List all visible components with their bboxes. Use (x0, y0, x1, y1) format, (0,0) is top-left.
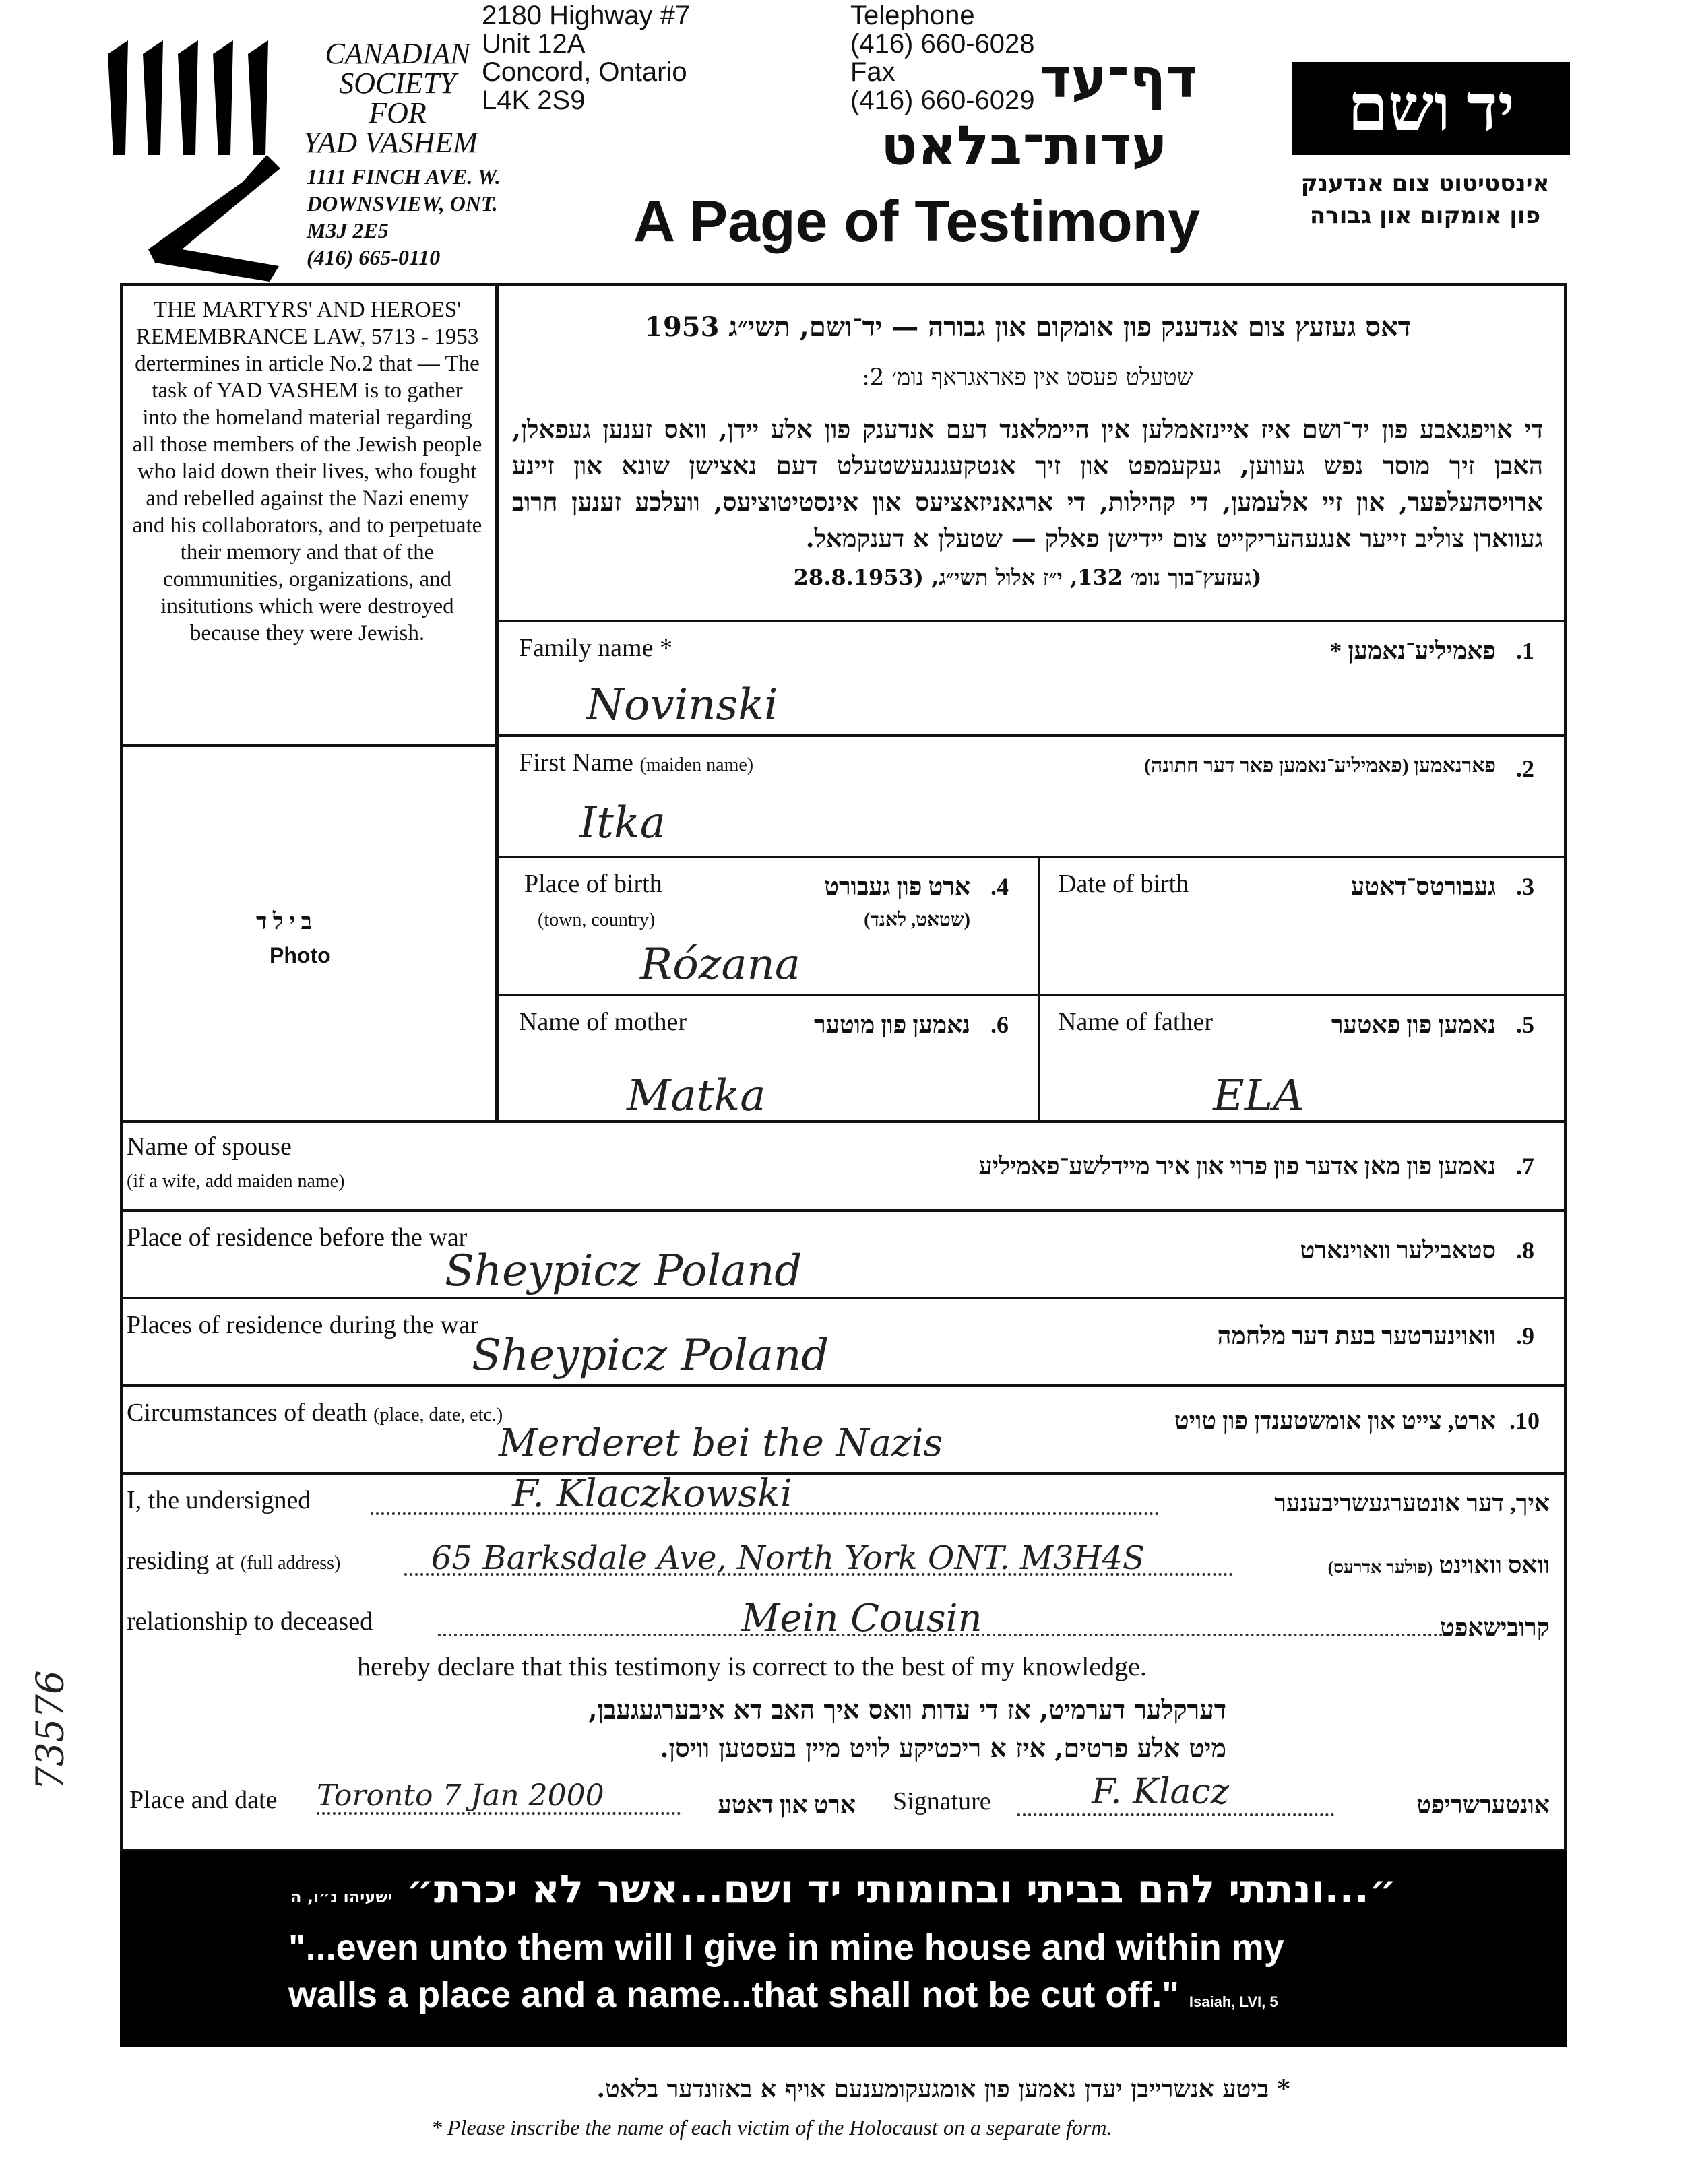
banner-quote-hebrew-text: ״...ונתתי להם בביתי ובחומותי יד ושם...אשר לא יכרת״ (406, 1866, 1397, 1912)
declaration-text-hebrew: מיט אלע פרטים, איז א ריכטיקע לויט מיין בעסטען וויסן. (660, 1733, 1226, 1763)
institute-name-line: פון אומקום און גבורה (1309, 202, 1541, 229)
field-number: .8 (1516, 1237, 1534, 1264)
mailing-address (307, 163, 501, 271)
first-name-label-text: First Name (519, 748, 633, 777)
family-name-label-hebrew: פאמיליע־נאמען * (1329, 637, 1496, 664)
margin-record-number: 73576 (28, 1670, 73, 1791)
residence-during-label: Places of residence during the war (127, 1311, 479, 1339)
field-number: .1 (1516, 637, 1534, 664)
residence-during-value[interactable]: Sheypicz Poland (472, 1330, 829, 1380)
fax-label: Fax (850, 57, 895, 87)
residence-before-label-hebrew: סטאבילער וואוינארט (1300, 1237, 1496, 1264)
residence-before-value[interactable]: Sheypicz Poland (445, 1246, 802, 1296)
banner-reference-hebrew: ישעיהו נ״ו, ה (290, 1888, 393, 1906)
address-line: M3J 2E5 (307, 218, 389, 243)
residing-label-text: residing at (127, 1547, 234, 1575)
column-divider (1038, 857, 1040, 1122)
divider (120, 1472, 1567, 1475)
field-number: .10 (1509, 1407, 1540, 1434)
divider (495, 620, 1567, 622)
divider (120, 1209, 1567, 1212)
mother-name-label: Name of mother (519, 1008, 687, 1036)
signature-label-hebrew: אונטערשריפט (1416, 1791, 1550, 1818)
divider (495, 734, 1567, 737)
residence-before-label: Place of residence before the war (127, 1223, 468, 1252)
relationship-label: relationship to deceased (127, 1607, 373, 1636)
banner-quote-hebrew (120, 1866, 1567, 1912)
signature-line (1017, 1813, 1334, 1816)
office-address (482, 1, 690, 115)
residing-value[interactable]: 65 Barksdale Ave, North York ONT. M3H4S (431, 1539, 1145, 1577)
father-name-label: Name of father (1058, 1008, 1213, 1036)
footer-note-hebrew: * ביטע אנשרייבן יעדן נאמען פון אומגעקומענעם אויף א באזונדער בלאט. (596, 2075, 1290, 2103)
society-line: CANADIAN (325, 37, 470, 70)
mother-name-value[interactable]: Matka (627, 1071, 766, 1121)
mother-name-label-hebrew: נאמען פון מוטער (813, 1011, 970, 1038)
address-line: 1111 FINCH AVE. W. (307, 164, 501, 189)
place-date-value[interactable]: Toronto 7 Jan 2000 (317, 1778, 604, 1813)
phone-label: Telephone (850, 1, 975, 30)
family-name-label: Family name * (519, 634, 672, 662)
place-of-birth-label: Place of birth (524, 870, 662, 898)
page-title: A Page of Testimony (633, 189, 1201, 254)
field-number: .7 (1516, 1153, 1534, 1180)
field-number: .6 (990, 1011, 1009, 1038)
phone-number: (416) 660-6028 (850, 29, 1035, 59)
title-yiddish: עדות־בלאט (881, 115, 1168, 177)
law-reference-hebrew: (געזעץ־בוך נומ׳ 132, י״ז אלול תשי״ג, (28.8.1953 (793, 565, 1262, 590)
banner-quote-line (288, 1974, 1278, 2016)
field-number: .2 (1516, 755, 1534, 782)
first-name-value[interactable]: Itka (579, 798, 666, 848)
divider (120, 744, 497, 747)
banner-quote-line-text: walls a place and a name...that shall not be cut off." (288, 1974, 1179, 2015)
signature-value[interactable]: F. Klacz (1092, 1772, 1230, 1812)
maiden-name-note: (maiden name) (639, 754, 754, 775)
place-of-birth-value[interactable]: Rózana (640, 940, 800, 990)
fax-number: (416) 660-6029 (850, 86, 1035, 115)
date-of-birth-label-hebrew: געבורטס־דאטע (1350, 873, 1496, 900)
residing-label-hebrew (1240, 1551, 1550, 1579)
spouse-name-label-hebrew: נאמען פון מאן אדער פון פרוי און איר מיידלשע־פאמיליע (978, 1153, 1496, 1180)
place-of-birth-label-hebrew: ארט פון געבורט (824, 873, 970, 900)
divider (495, 856, 1567, 858)
yad-vashem-logo: יד ושם (1292, 62, 1570, 155)
death-circumstances-label-text: Circumstances of death (127, 1399, 367, 1427)
menorah-logo-icon (101, 27, 283, 283)
undersigned-label: I, the undersigned (127, 1486, 311, 1514)
undersigned-label-hebrew: איך, דער אונטערגעשריבענער (1274, 1489, 1550, 1516)
residing-note: (full address) (240, 1553, 341, 1574)
law-body-hebrew: די אויפגאבע פון יד־ושם איז איינזאמלען אין היימלאנד דעם אנדענק פון אלע יידן, וואס זענען געפאלן, האבן זיך מוסר נפש געווען, געקעמפט און זיך אנטקעגנגעשטעלט דעם נאצישן שונא און זיינע ארויסהעלפער, און זיי אלעמען, די קהילות, די ארגאניזאציעס און אינסטיטוציעס, וועלכע זענען חרוב געווארן צוליב זייער אנגעהעריקייט צום יידישן פאלק — שטעלן א דענקמאל. (512, 414, 1543, 553)
field-number: .4 (990, 873, 1009, 900)
address-line: (416) 665-0110 (307, 245, 441, 269)
relationship-label-hebrew: קרובישאפט (1440, 1614, 1550, 1641)
father-name-value[interactable]: ELA (1213, 1071, 1304, 1121)
society-line: FOR (369, 96, 427, 129)
place-of-birth-note: (town, country) (538, 909, 656, 930)
banner-quote-line: "...even unto them will I give in mine house and within my (288, 1927, 1284, 1968)
place-date-label: Place and date (129, 1786, 278, 1814)
address-line: Unit 12A (482, 29, 586, 59)
death-circumstances-label (127, 1398, 503, 1427)
law-subtitle-hebrew: שטעלט פעסט אין פאראגראף נומ׳ 2: (862, 364, 1193, 391)
death-circumstances-label-hebrew: ארט, צייט און אומשטענדן פון טויט (1174, 1407, 1496, 1434)
society-line: YAD VASHEM (303, 126, 478, 159)
field-number: .9 (1516, 1322, 1534, 1349)
declaration-text: hereby declare that this testimony is correct to the best of my knowledge. (357, 1651, 1147, 1681)
field-number: .3 (1516, 873, 1534, 900)
law-title-hebrew: דאס געזעץ צום אנדענק פון אומקום און גבורה — יד־ושם, תשי״ג 1953 (644, 311, 1411, 343)
family-name-value[interactable]: Novinski (586, 680, 778, 730)
divider (120, 1297, 1567, 1299)
title-hebrew: דף־עד (1039, 47, 1198, 110)
spouse-name-label: Name of spouse (127, 1132, 292, 1161)
residence-during-label-hebrew: וואוינערטער בעת דער מלחמה (1217, 1322, 1496, 1349)
photo-label: Photo (270, 943, 331, 967)
field-number: .5 (1516, 1011, 1534, 1038)
residing-label (127, 1546, 340, 1576)
society-line: SOCIETY (339, 67, 456, 100)
death-circumstances-value[interactable]: Merderet bei the Nazis (499, 1421, 943, 1465)
relationship-value[interactable]: Mein Cousin (741, 1597, 982, 1640)
society-name (303, 39, 492, 158)
address-line: L4K 2S9 (482, 86, 586, 115)
residing-label-hebrew-text: וואס וואוינט (1439, 1551, 1550, 1578)
undersigned-value[interactable]: F. Klaczkowski (512, 1472, 792, 1516)
first-name-label (519, 748, 753, 777)
address-line: 2180 Highway #7 (482, 1, 691, 30)
declaration-text-hebrew: דערקלער דערמיט, אז די עדות וואס איך האב דא איבערגעגעבן, (588, 1694, 1226, 1725)
divider (120, 1384, 1567, 1387)
divider (495, 994, 1567, 996)
signature-label: Signature (893, 1787, 991, 1816)
first-name-label-hebrew: פארנאמען (פאמיליע־נאמען פאר דער חתונה) (1144, 754, 1496, 777)
footer-note: * Please inscribe the name of each victim of the Holocaust on a separate form. (431, 2115, 1112, 2140)
place-date-label-hebrew: ארט און דאטע (718, 1791, 856, 1818)
divider (120, 1120, 1567, 1123)
place-of-birth-note-hebrew: (שטאט, לאנד) (864, 909, 970, 930)
scripture-banner (120, 1851, 1567, 2047)
photo-label-hebrew: ב י ל ד (256, 909, 313, 934)
residing-note-hebrew: (פולער אדרעס) (1327, 1557, 1433, 1577)
date-of-birth-label: Date of birth (1058, 870, 1189, 898)
address-line: Concord, Ontario (482, 57, 687, 87)
death-circumstances-note: (place, date, etc.) (373, 1405, 503, 1425)
spouse-name-note: (if a wife, add maiden name) (127, 1171, 345, 1192)
father-name-label-hebrew: נאמען פון פאטער (1331, 1011, 1496, 1038)
law-text-english: THE MARTYRS' AND HEROES' REMEMBRANCE LAW, 5713 - 1953 dertermines in article No.2 that — The task of YAD VASHEM is to gather into the homeland material regarding all those members of the Jewish people who laid down their lives, who fought and rebelled against the Nazi enemy and his collaborators, and to perpetuate their memory and that of the communities, organizations, and insitutions which were destroyed because they were Jewish. (132, 298, 482, 645)
address-line: DOWNSVIEW, ONT. (307, 191, 498, 216)
institute-name-line: אינסטיטוט צום אנדענק (1300, 170, 1550, 197)
banner-reference: Isaiah, LVI, 5 (1189, 1993, 1278, 2010)
